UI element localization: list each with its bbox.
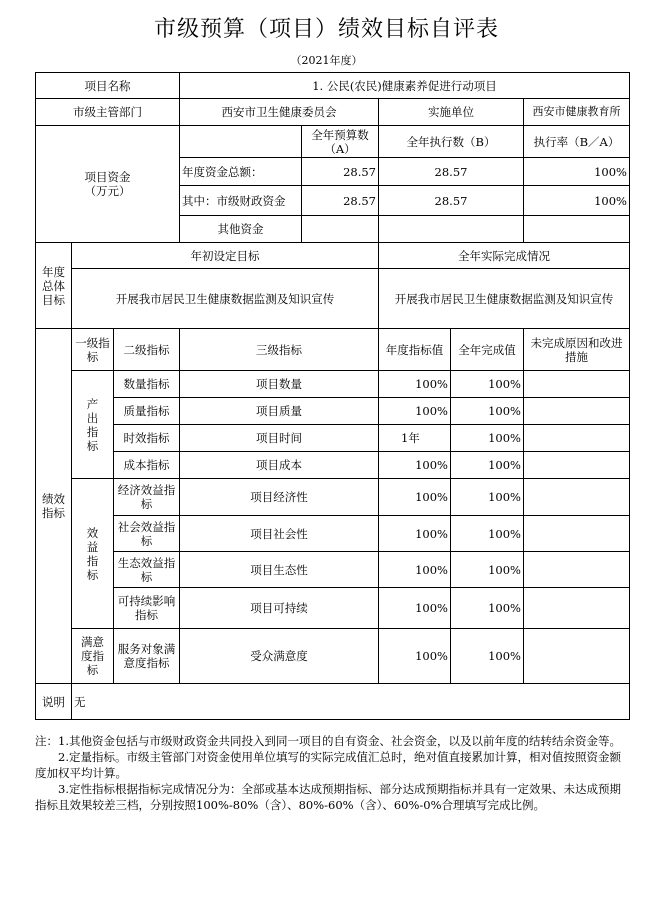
- perf-l3: 受众满意度: [180, 629, 379, 684]
- perf-l2: 数量指标: [114, 371, 180, 398]
- remark-label: 说明: [36, 684, 72, 720]
- perf-h-target: 年度指标值: [379, 329, 451, 371]
- fund-row-exec: 28.57: [379, 186, 524, 216]
- perf-l2: 可持续影响指标: [114, 588, 180, 629]
- perf-l2: 社会效益指标: [114, 516, 180, 552]
- perf-actual: 100%: [451, 371, 524, 398]
- perf-l2: 质量指标: [114, 398, 180, 425]
- impl-value: 西安市健康教育所: [524, 99, 630, 126]
- perf-l2: 服务对象满意度指标: [114, 629, 180, 684]
- perf-l2: 时效指标: [114, 425, 180, 452]
- fund-row-budget: 28.57: [302, 186, 379, 216]
- perf-actual: 100%: [451, 425, 524, 452]
- perf-target: 100%: [379, 552, 451, 588]
- page-title: 市级预算（项目）绩效目标自评表: [153, 17, 499, 42]
- perf-target: 100%: [379, 479, 451, 516]
- col-rate-header: 执行率（B／A）: [524, 126, 630, 158]
- note-1: 注：1.其他资金包括与市级财政资金共同投入到同一项目的自有资金、社会资金，以及以前年度的结转结余资金等。: [35, 734, 621, 748]
- perf-actual: 100%: [451, 452, 524, 479]
- perf-reason: [524, 371, 630, 398]
- perf-l3: 项目质量: [180, 398, 379, 425]
- perf-group-benefit: 效益指标: [72, 479, 114, 629]
- perf-target: 100%: [379, 588, 451, 629]
- perf-h-level1: 一级指标: [72, 329, 114, 371]
- col-exec-header: 全年执行数（B）: [379, 126, 524, 158]
- perf-l3: 项目时间: [180, 425, 379, 452]
- perf-group-satisfaction: 满意度指标: [72, 629, 114, 684]
- col-budget-header: 全年预算数（A）: [302, 126, 379, 158]
- impl-label: 实施单位: [379, 99, 524, 126]
- perf-actual: 100%: [451, 398, 524, 425]
- perf-reason: [524, 398, 630, 425]
- perf-reason: [524, 629, 630, 684]
- perf-actual: 100%: [451, 588, 524, 629]
- perf-actual: 100%: [451, 629, 524, 684]
- perf-reason: [524, 479, 630, 516]
- perf-l2: 经济效益指标: [114, 479, 180, 516]
- fund-row-budget: 28.57: [302, 158, 379, 186]
- perf-target: 100%: [379, 398, 451, 425]
- note-2: 2.定量指标。市级主管部门对资金使用单位填写的实际完成值汇总时，绝对值直接累加计算，相对值按照资金额度加权平均计算。: [35, 750, 621, 780]
- fund-row-rate: 100%: [524, 158, 630, 186]
- perf-actual: 100%: [451, 552, 524, 588]
- note-3: 3.定性指标根据指标完成情况分为：全部或基本达成预期指标、部分达成预期指标并具有一定效果、未达成预期指标且效果较差三档，分别按照100%-80%（含）、80%-60%（含）、60%-0%合理填写完成比例。: [35, 782, 621, 812]
- perf-h-level3: 三级指标: [180, 329, 379, 371]
- goal-actual-text: 开展我市居民卫生健康数据监测及知识宣传: [379, 269, 630, 329]
- perf-h-actual: 全年完成值: [451, 329, 524, 371]
- fund-header-blank: [180, 126, 302, 158]
- fund-row-exec: 28.57: [379, 158, 524, 186]
- perf-h-reason: 未完成原因和改进措施: [524, 329, 630, 371]
- perf-target: 100%: [379, 629, 451, 684]
- perf-l2: 生态效益指标: [114, 552, 180, 588]
- fund-label: 项目资金 （万元）: [36, 126, 180, 243]
- project-name-label: 项目名称: [36, 73, 180, 99]
- perf-h-level2: 二级指标: [114, 329, 180, 371]
- dept-value: 西安市卫生健康委员会: [180, 99, 379, 126]
- notes-section: [35, 733, 629, 813]
- perf-label: 绩效指标: [36, 329, 72, 684]
- perf-actual: 100%: [451, 479, 524, 516]
- fund-row-exec: [379, 216, 524, 243]
- dept-label: 市级主管部门: [36, 99, 180, 126]
- goal-set-text: 开展我市居民卫生健康数据监测及知识宣传: [72, 269, 379, 329]
- perf-reason: [524, 516, 630, 552]
- perf-l3: 项目生态性: [180, 552, 379, 588]
- perf-group-output: 产出指标: [72, 371, 114, 479]
- perf-target: 100%: [379, 516, 451, 552]
- report-year: （2021年度）: [290, 54, 363, 67]
- perf-l3: 项目成本: [180, 452, 379, 479]
- perf-l3: 项目可持续: [180, 588, 379, 629]
- perf-target: 1年: [379, 425, 451, 452]
- fund-row-rate: [524, 216, 630, 243]
- fund-row-label: 其中：市级财政资金: [180, 186, 302, 216]
- perf-l3: 项目经济性: [180, 479, 379, 516]
- perf-reason: [524, 588, 630, 629]
- perf-target: 100%: [379, 371, 451, 398]
- goal-set-header: 年初设定目标: [72, 243, 379, 269]
- project-name: 1. 公民(农民)健康素养促进行动项目: [180, 73, 630, 99]
- goal-actual-header: 全年实际完成情况: [379, 243, 630, 269]
- perf-target: 100%: [379, 452, 451, 479]
- fund-row-rate: 100%: [524, 186, 630, 216]
- self-evaluation-table: [35, 72, 630, 720]
- remark-value: 无: [72, 684, 630, 720]
- perf-reason: [524, 425, 630, 452]
- perf-l3: 项目数量: [180, 371, 379, 398]
- perf-actual: 100%: [451, 516, 524, 552]
- perf-l3: 项目社会性: [180, 516, 379, 552]
- perf-l2: 成本指标: [114, 452, 180, 479]
- perf-reason: [524, 452, 630, 479]
- fund-row-label: 年度资金总额：: [180, 158, 302, 186]
- fund-row-budget: [302, 216, 379, 243]
- perf-reason: [524, 552, 630, 588]
- fund-row-label: 其他资金: [180, 216, 302, 243]
- goal-label: 年度总体目标: [36, 243, 72, 329]
